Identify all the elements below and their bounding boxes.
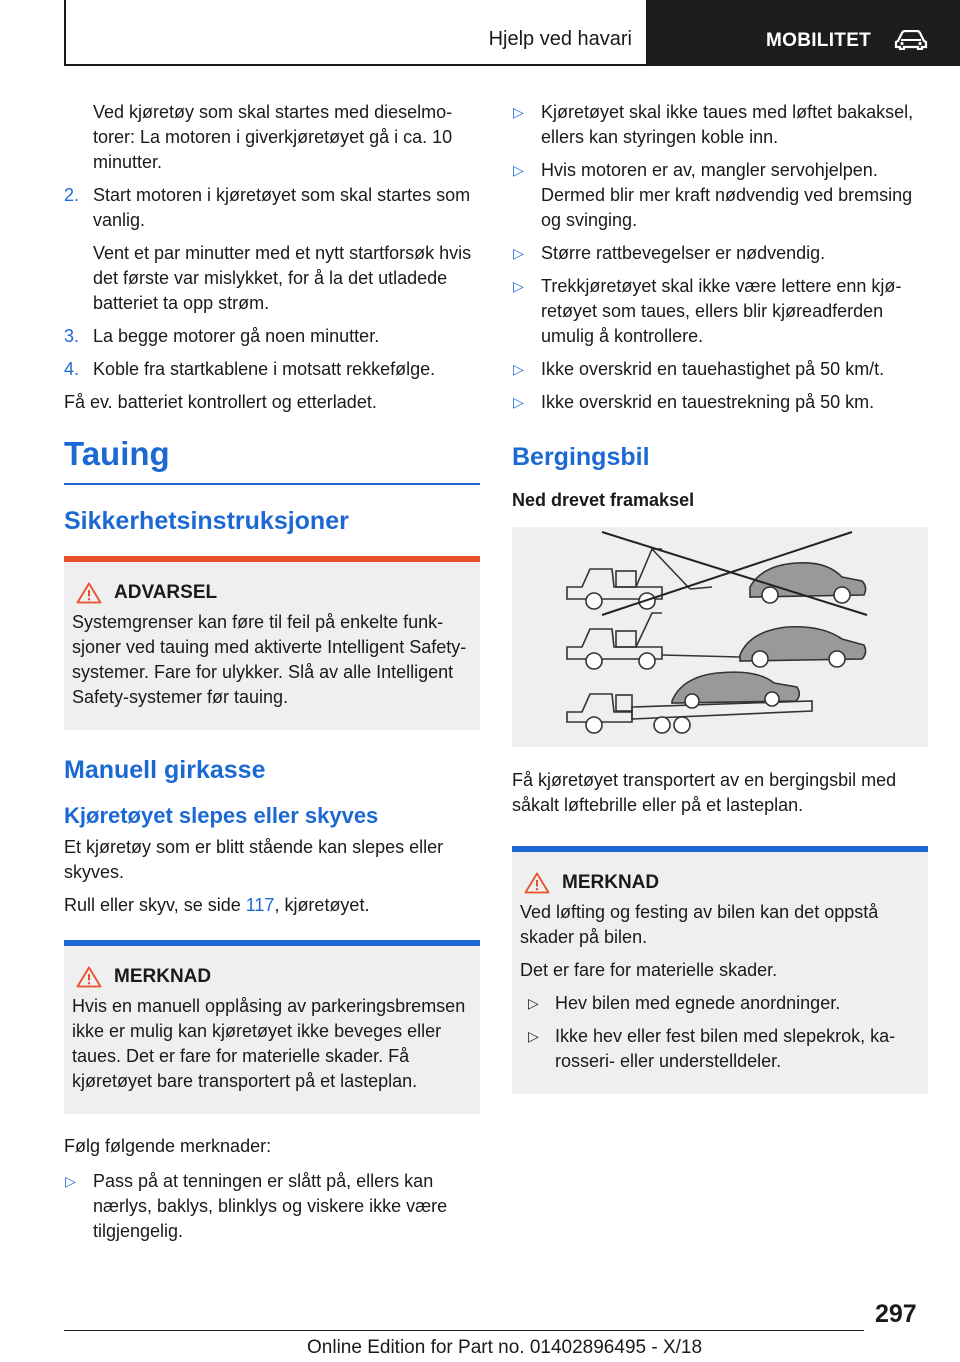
bullet-triangle-icon: ▷ — [65, 1173, 76, 1189]
step-text: Koble fra startkablene i motsatt rekkefølge. — [93, 359, 436, 379]
heading-safety-instructions: Sikkerhetsinstruksjoner — [64, 507, 349, 535]
bullet-text: Kjøretøyet skal ikke taues med løftet bakaksel, ellers kan styringen koble inn. — [541, 102, 914, 147]
list-item — [512, 158, 928, 233]
note-text: Det er fare for materielle skader. — [520, 960, 778, 980]
page-number: 297 — [875, 1300, 917, 1328]
note-box — [64, 940, 480, 1114]
bullet-text: Ikke overskrid en tauehastighet på 50 km/t. — [541, 359, 885, 379]
bullet-triangle-icon: ▷ — [513, 245, 524, 261]
list-item — [64, 357, 480, 382]
warning-triangle-icon — [76, 582, 102, 604]
bullet-triangle-icon: ▷ — [528, 995, 539, 1011]
step-extra-text: Vent et par minutter med et nytt startforsøk hvis det første var mislykket, for å la det utladede batteriet ta opp strøm. — [93, 243, 472, 313]
step-number: 4. — [64, 359, 80, 379]
page-link[interactable]: 117 — [245, 895, 275, 915]
warning-triangle-icon — [524, 872, 550, 894]
heading-vehicle-towed: Kjøretøyet slepes eller skyves — [64, 803, 379, 828]
bullet-text: Større rattbevegelser er nødvendig. — [541, 243, 826, 263]
bullet-triangle-icon: ▷ — [513, 361, 524, 377]
note-header — [520, 872, 920, 894]
intro-text: Ved kjøretøy som skal startes med dieselmotorer: La motoren i giverkjøretøyet gå i ca. 10 minutter. — [93, 102, 453, 172]
note-title: MERKNAD — [114, 966, 212, 987]
header-section-title: Hjelp ved havari — [488, 28, 632, 50]
step-text: La begge motorer gå noen minutter. — [93, 326, 380, 346]
heading-front-axle: Ned drevet framaksel — [512, 490, 695, 510]
list-item — [512, 357, 928, 382]
step-number: 2. — [64, 185, 80, 205]
after-steps-text: Få ev. batteriet kontrollert og etterladet. — [64, 392, 377, 412]
bullet-triangle-icon: ▷ — [513, 162, 524, 178]
warning-triangle-icon — [76, 966, 102, 988]
warning-text: Systemgrenser kan føre til feil på enkelte funksjoner ved tauing med aktiverte Intelligent Safety-systemer. Fare for ulykker. Slå av alle Intelligent Safety-systemer før tauing. — [72, 612, 467, 707]
list-item — [64, 1169, 480, 1244]
heading-tow-truck: Bergingsbil — [512, 443, 650, 471]
list-item — [64, 324, 480, 349]
left-column — [64, 100, 480, 1252]
list-item — [512, 241, 928, 266]
list-item — [520, 1024, 920, 1074]
header-chapter-title: MOBILITET — [766, 30, 872, 51]
bullet-triangle-icon: ▷ — [513, 104, 524, 120]
tow-truck-illustration — [512, 527, 928, 747]
footer-edition: Online Edition for Part no. 01402896495 - X/18 — [307, 1337, 703, 1358]
note-title: MERKNAD — [562, 872, 660, 893]
bullet-triangle-icon: ▷ — [513, 394, 524, 410]
bullet-text: Hvis motoren er av, mangler servohjelpen. Dermed blir mer kraft nødvendig ved bremsing og svinging. — [541, 160, 913, 230]
list-item — [512, 390, 928, 415]
bullet-text: Hev bilen med egnede anordninger. — [555, 993, 841, 1013]
note-text: Ved løfting og festing av bilen kan det oppstå skader på bilen. — [520, 902, 879, 947]
header-section-box — [64, 0, 648, 66]
list-item — [520, 991, 920, 1016]
roll-text — [64, 893, 480, 918]
note-box — [512, 846, 928, 1094]
step-number: 3. — [64, 326, 80, 346]
footer-divider — [64, 1330, 864, 1331]
note-text: Hvis en manuell opplåsing av parkeringsbremsen ikke er mulig kan kjøretøyet ikke beveges eller taues. Det er fare for materielle skader. Få kjøretøyet bare transportert på et lasteplan. — [72, 996, 466, 1091]
list-item — [64, 183, 480, 316]
list-item — [512, 274, 928, 349]
follow-text: Følg følgende merknader: — [64, 1136, 272, 1156]
bullet-text: Ikke hev eller fest bilen med slepekrok, karosseri- eller understelldeler. — [555, 1026, 896, 1071]
bullet-triangle-icon: ▷ — [528, 1028, 539, 1044]
bullet-text: Ikke overskrid en tauestrekning på 50 km. — [541, 392, 875, 412]
warning-header — [72, 582, 472, 604]
warning-box — [64, 556, 480, 730]
list-item — [512, 100, 928, 150]
bullet-text: Pass på at tenningen er slått på, ellers kan nærlys, baklys, blinklys og viskere ikke være tilgjengelig. — [93, 1171, 448, 1241]
warning-title: ADVARSEL — [114, 582, 218, 603]
heading-tauing: Tauing — [64, 435, 480, 485]
towed-text: Et kjøretøy som er blitt stående kan slepes eller skyves. — [64, 837, 444, 882]
roll-text-post: , kjøretøyet. — [274, 895, 370, 915]
figure-text: Få kjøretøyet transportert av en bergingsbil med såkalt løftebrille eller på et lasteplan. — [512, 770, 897, 815]
heading-manual-gearbox: Manuell girkasse — [64, 756, 266, 784]
car-icon — [894, 30, 928, 50]
bullet-text: Trekkjøretøyet skal ikke være lettere enn kjøretøyet som taues, ellers blir kjøreadferden umulig å kontrollere. — [541, 276, 902, 346]
roll-text-pre: Rull eller skyv, se side — [64, 895, 246, 915]
bullet-triangle-icon: ▷ — [513, 278, 524, 294]
note-header — [72, 966, 472, 988]
right-column — [512, 100, 928, 1114]
step-text: Start motoren i kjøretøyet som skal startes som vanlig. — [93, 185, 471, 230]
header-chapter-box — [648, 0, 960, 66]
